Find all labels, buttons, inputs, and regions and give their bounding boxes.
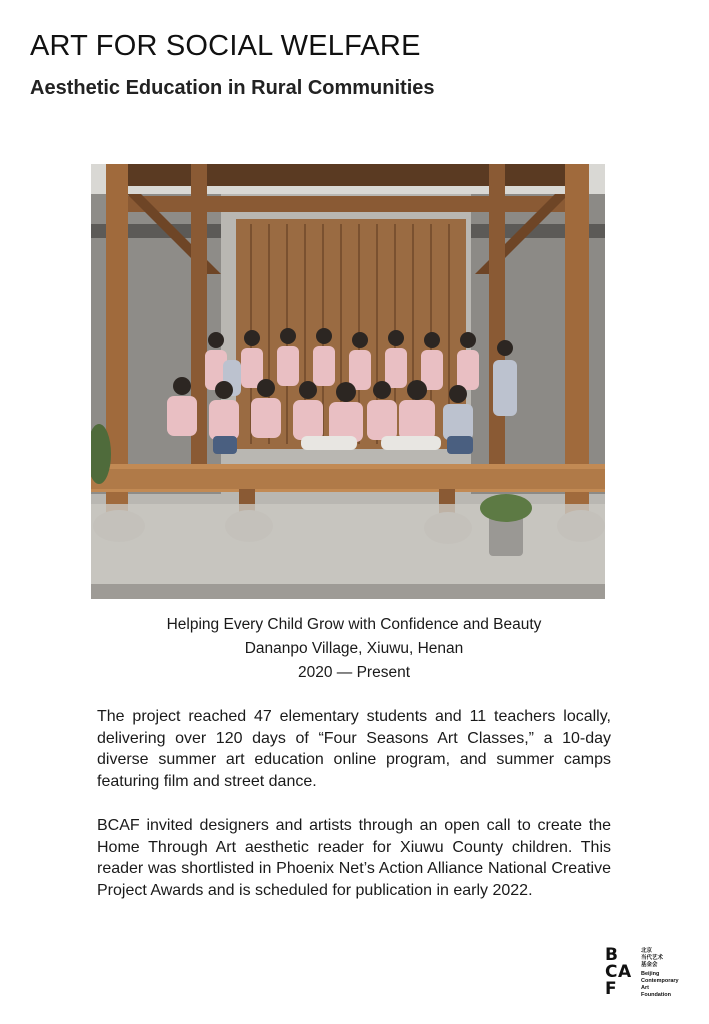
body-paragraph-1: The project reached 47 elementary students and 11 teachers locally, delivering over 120 days of “Four Seasons Art Classes,” a 10-day diverse summer art education online program, and summer camps featuring film and street dance. <box>97 708 611 790</box>
logo-letter-b: B <box>605 945 618 965</box>
body-paragraph-2: BCAF invited designers and artists through an open call to create the Home Through Art aesthetic reader for Xiuwu County children. This reader was shortlisted in Phoenix Net’s Action Alliance National Creative Project Awards and is scheduled for publication in early 2022. <box>97 817 611 899</box>
bcaf-logo <box>603 945 683 1000</box>
logo-chinese-3: 基金会 <box>641 962 658 968</box>
page-subtitle: Aesthetic Education in Rural Communities <box>30 77 435 99</box>
caption-tagline: Helping Every Child Grow with Confidence and Beauty <box>166 616 542 633</box>
caption-location: Dananpo Village, Xiuwu, Henan <box>244 640 464 657</box>
photo-caption <box>91 613 617 685</box>
logo-english-4: Foundation <box>641 992 671 998</box>
logo-english-2: Contemporary <box>641 978 679 984</box>
logo-wordmark <box>641 948 689 999</box>
logo-english-3: Art <box>641 985 649 991</box>
logo-letter-a: A <box>618 962 632 982</box>
bcaf-logo-mark <box>603 945 637 1000</box>
logo-chinese-2: 当代艺术 <box>641 955 664 961</box>
group-photo <box>91 164 605 599</box>
logo-letter-f: F <box>605 979 617 999</box>
logo-english-1: Beijing <box>641 971 660 977</box>
logo-letter-c: C <box>605 962 618 982</box>
page-title: ART FOR SOCIAL WELFARE <box>30 30 421 62</box>
logo-chinese-1: 北京 <box>641 948 653 954</box>
caption-dates: 2020 — Present <box>297 664 410 681</box>
